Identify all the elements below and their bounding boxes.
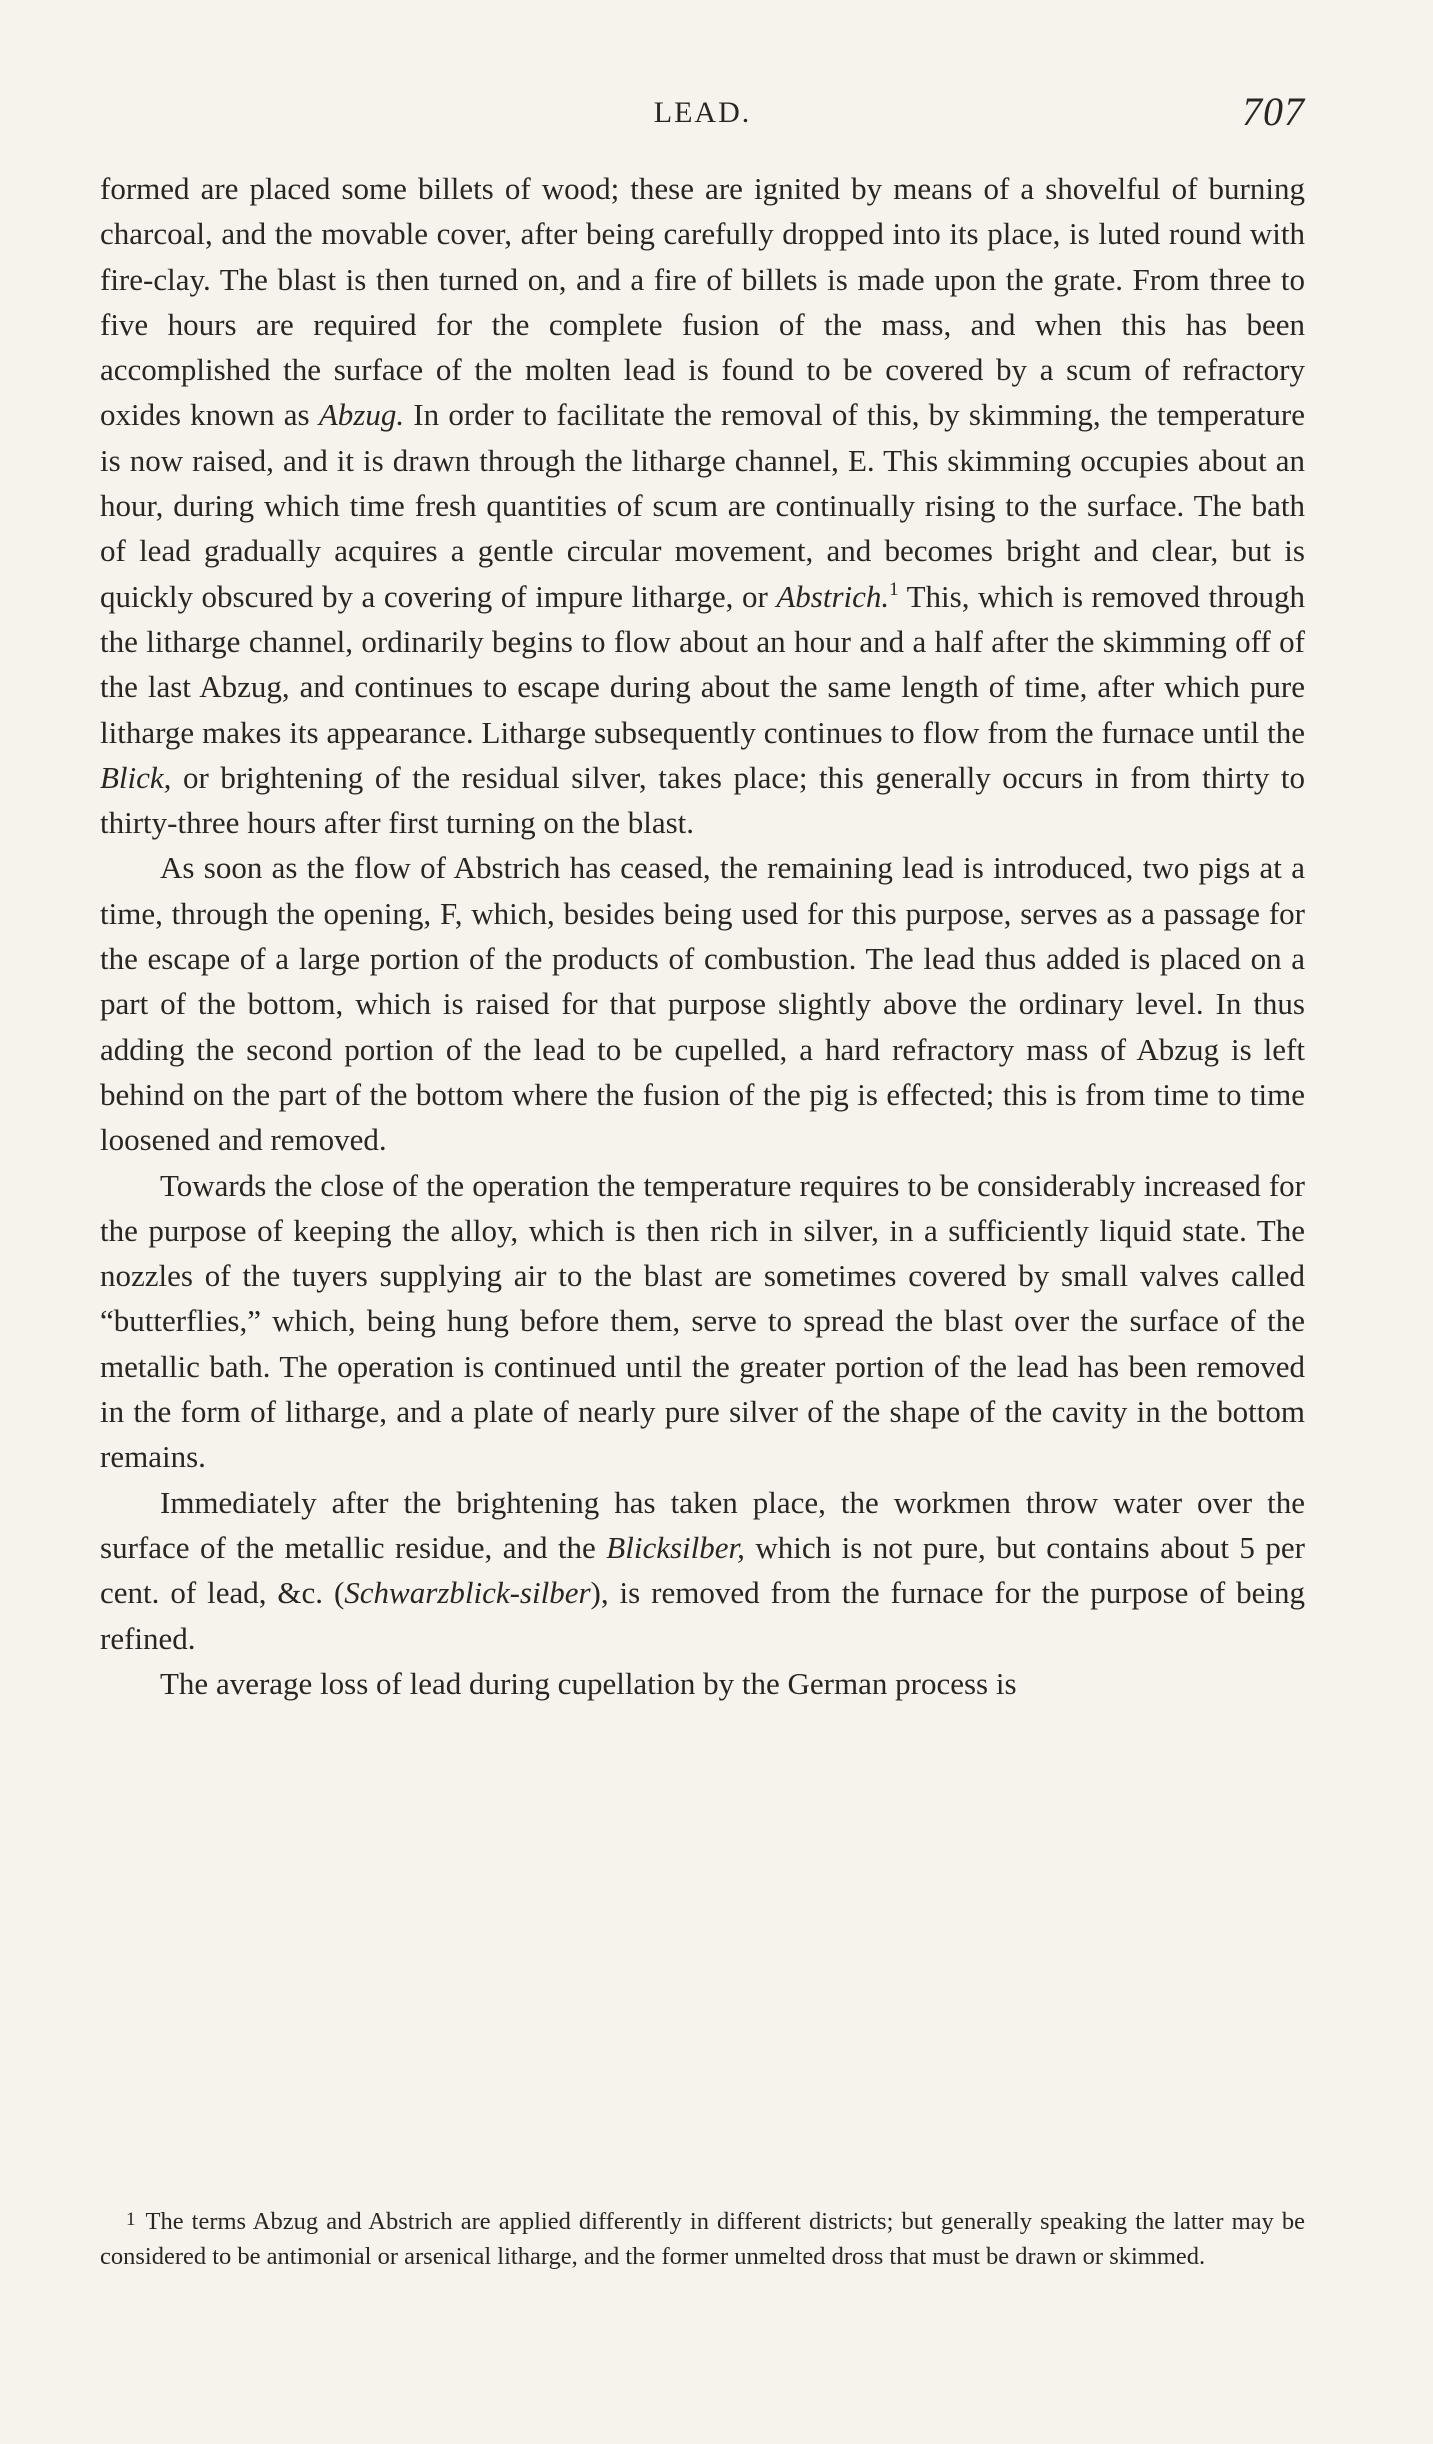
italic-term: Blick, [100, 759, 172, 795]
page-number: 707 [1242, 89, 1305, 134]
paragraph [100, 1163, 1305, 1480]
text-run: which is not pure, but contains about 5 per cent. of lead, &c. ( [100, 1529, 1305, 1611]
text-run: In order to facilitate the removal of this, by skimming, the temperature is now raised, and it is drawn through the litharge channel, E. This skimming occupies about an hour, during which time fresh quantities of scum are continually rising to the surface. The bath of lead gradually acquires a gentle circular movement, and becomes bright and clear, but is quickly obscured by a covering of impure litharge, or [100, 397, 1305, 614]
text-run: The average loss of lead during cupellation by the German process is [160, 1665, 1017, 1701]
italic-term: Blicksilber, [606, 1529, 745, 1565]
text-run: or brightening of the residual silver, takes place; this generally occurs in from thirty to thirty-three hours after first turning on the blast. [100, 759, 1305, 841]
paragraph [100, 1661, 1305, 1706]
italic-term: Abzug. [318, 397, 405, 433]
text-run: As soon as the flow of Abstrich has ceased, the remaining lead is introduced, two pigs at a time, through the opening, F, which, besides being used for this purpose, serves as a passage for the escape of a large portion of the products of combustion. The lead thus added is placed on a part of the bottom, which is raised for that purpose slightly above the ordinary level. In thus adding the second portion of the lead to be cupelled, a hard refractory mass of Abzug is left behind on the part of the bottom where the fusion of the pig is effected; this is from time to time loosened and removed. [100, 850, 1305, 1158]
italic-term: Schwarzblick-silber [344, 1575, 591, 1611]
text-run: Towards the close of the operation the temperature requires to be considerably increased for the purpose of keeping the alloy, which is then rich in silver, in a sufficiently liquid state. The nozzles of the tuyers supplying air to the blast are sometimes covered by small valves called “butterflies,” which, being hung before them, serve to spread the blast over the surface of the metallic bath. The operation is continued until the greater portion of the lead has been removed in the form of litharge, and a plate of nearly pure silver of the shape of the cavity in the bottom remains. [100, 1167, 1305, 1475]
text-run: ), is removed from the furnace for the purpose of being refined. [100, 1575, 1306, 1656]
footnote [100, 2202, 1305, 2274]
text-run: Immediately after the brightening has taken place, the workmen throw water over the surface of the metallic residue, and the [100, 1484, 1305, 1565]
body-text [100, 166, 1305, 1706]
paragraph [100, 1480, 1305, 1661]
footnote-reference: 1 [889, 578, 899, 600]
running-title: LEAD. [653, 96, 752, 129]
paragraph [100, 845, 1305, 1162]
footnotes [100, 2202, 1305, 2274]
paragraph [100, 166, 1305, 845]
footnote-text: The terms Abzug and Abstrich are applied differently in different districts; but generally speaking the latter may be considered to be antimonial or arsenical litharge, and the former unmelted dross that must be drawn or skimmed. [100, 2208, 1305, 2270]
text-run: This, which is removed through the litharge channel, ordinarily begins to flow about an hour and a half after the skimming off of the last Abzug, and continues to escape during about the same length of time, after which pure litharge makes its appearance. Litharge subsequently continues to flow from the furnace until the [100, 578, 1305, 750]
footnote-mark: 1 [126, 2209, 136, 2230]
running-head [100, 88, 1305, 138]
text-run: formed are placed some billets of wood; these are ignited by means of a shovelful of burning charcoal, and the movable cover, after being carefully dropped into its place, is luted round with fire-clay. The blast is then turned on, and a fire of billets is made upon the grate. From three to five hours are required for the complete fusion of the mass, and when this has been accomplished the surface of the molten lead is found to be covered by a scum of refractory oxides known as [100, 171, 1305, 433]
italic-term: Abstrich. [776, 578, 890, 614]
